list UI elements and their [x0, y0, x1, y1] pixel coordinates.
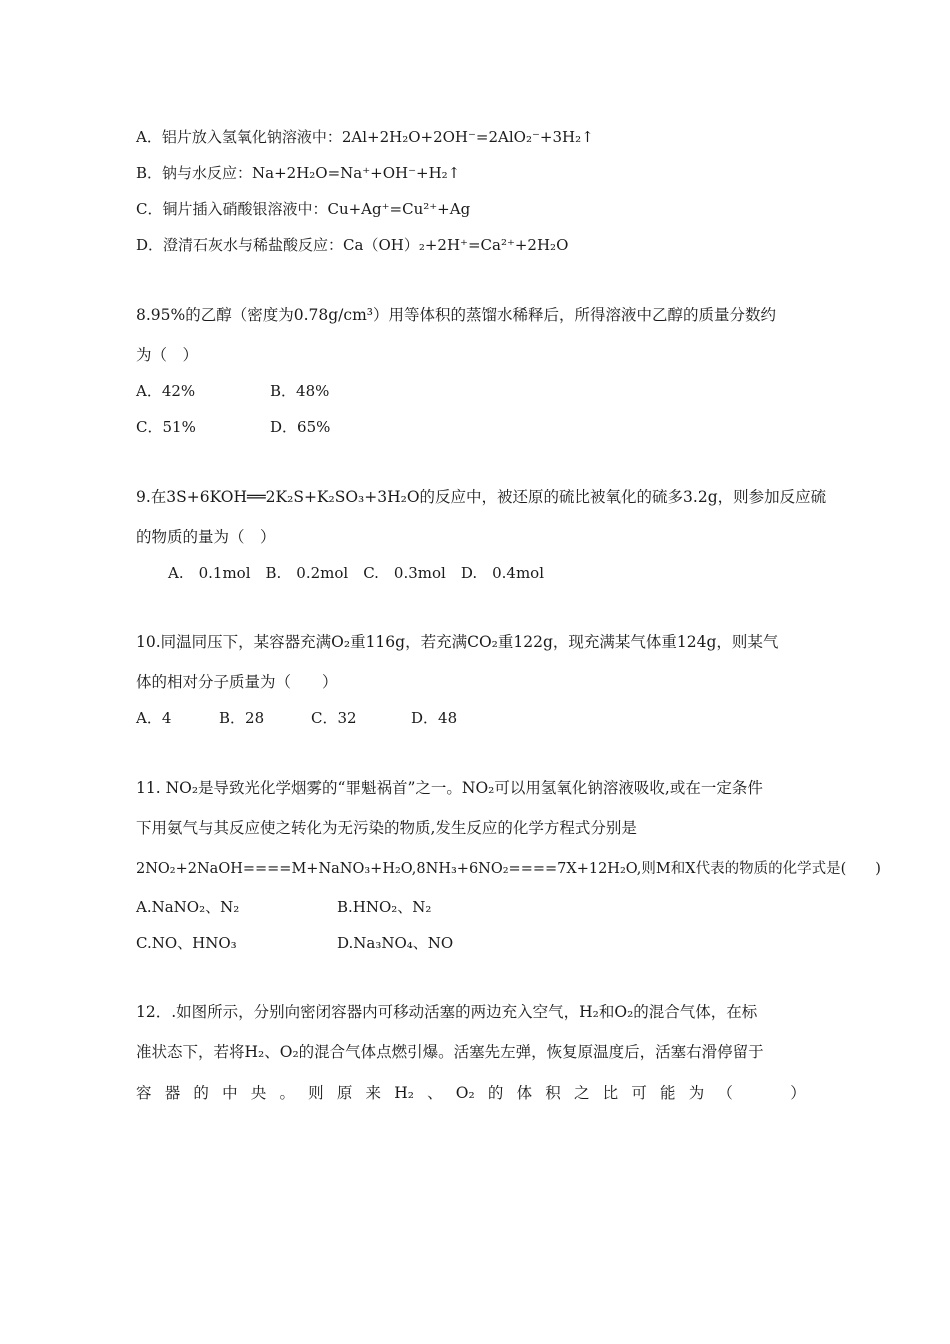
q11-option-a: A.NaNO₂、N₂	[136, 898, 240, 916]
q8-stem-line2: 为（ ）	[136, 346, 199, 364]
q7-option-a: A．铝片放入氢氧化钠溶液中：2Al+2H₂O+2OH⁻=2AlO₂⁻+3H₂↑	[136, 128, 594, 146]
q11-stem-line3: 2NO₂+2NaOH====M+NaNO₃+H₂O,8NH₃+6NO₂====7X+12H₂O,则M和X代表的物质的化学式是( )	[136, 861, 881, 877]
q8-option-a: A．42%	[136, 382, 196, 400]
q10-option-a: A．4	[136, 709, 172, 727]
q10-option-d: D．48	[411, 709, 458, 727]
q10-stem-line1: 10.同温同压下，某容器充满O₂重116g，若充满CO₂重122g，现充满某气体重124g，则某气	[136, 633, 779, 651]
q8-option-c: C．51%	[136, 418, 196, 436]
q10-option-b: B．28	[219, 709, 265, 727]
q8-option-b: B．48%	[270, 382, 330, 400]
q11-stem-line1: 11. NO₂是导致光化学烟雾的“罪魁祸首”之一。NO₂可以用氢氧化钠溶液吸收,或在一定条件	[136, 779, 763, 797]
q8-stem-line1: 8.95%的乙醇（密度为0.78g/cm³）用等体积的蒸馏水稀释后，所得溶液中乙醇的质量分数约	[136, 306, 776, 324]
q9-stem-line1: 9.在3S+6KOH══2K₂S+K₂SO₃+3H₂O的反应中，被还原的硫比被氧化的硫多3.2g，则参加反应硫	[136, 488, 827, 506]
q10-stem-line2: 体的相对分子质量为（ ）	[136, 673, 338, 691]
q8-option-d: D．65%	[270, 418, 331, 436]
q10-option-c: C．32	[311, 709, 357, 727]
q9-stem-line2: 的物质的量为（ ）	[136, 528, 276, 546]
q11-option-d: D.Na₃NO₄、NO	[337, 934, 454, 952]
q11-option-c: C.NO、HNO₃	[136, 934, 237, 952]
q7-option-b: B．钠与水反应：Na+2H₂O=Na⁺+OH⁻+H₂↑	[136, 164, 461, 182]
q7-option-c: C．铜片插入硝酸银溶液中：Cu+Ag⁺=Cu²⁺+Ag	[136, 200, 471, 218]
q12-stem-line1: 12．.如图所示，分别向密闭容器内可移动活塞的两边充入空气，H₂和O₂的混合气体，在标	[136, 1003, 758, 1021]
q11-stem-line2: 下用氨气与其反应使之转化为无污染的物质,发生反应的化学方程式分别是	[136, 819, 637, 837]
q12-stem-line3: 容 器 的 中 央 。 则 原 来 H₂ 、 O₂ 的 体 积 之 比 可 能 为 （ ）	[136, 1084, 806, 1102]
q11-option-b: B.HNO₂、N₂	[337, 898, 432, 916]
q7-option-d: D．澄清石灰水与稀盐酸反应：Ca（OH）₂+2H⁺=Ca²⁺+2H₂O	[136, 236, 569, 254]
q12-stem-line2: 准状态下，若将H₂、O₂的混合气体点燃引爆。活塞先左弹，恢复原温度后，活塞右滑停留于	[136, 1043, 764, 1061]
q9-options: A. 0.1mol B. 0.2mol C. 0.3mol D. 0.4mol	[168, 564, 544, 582]
